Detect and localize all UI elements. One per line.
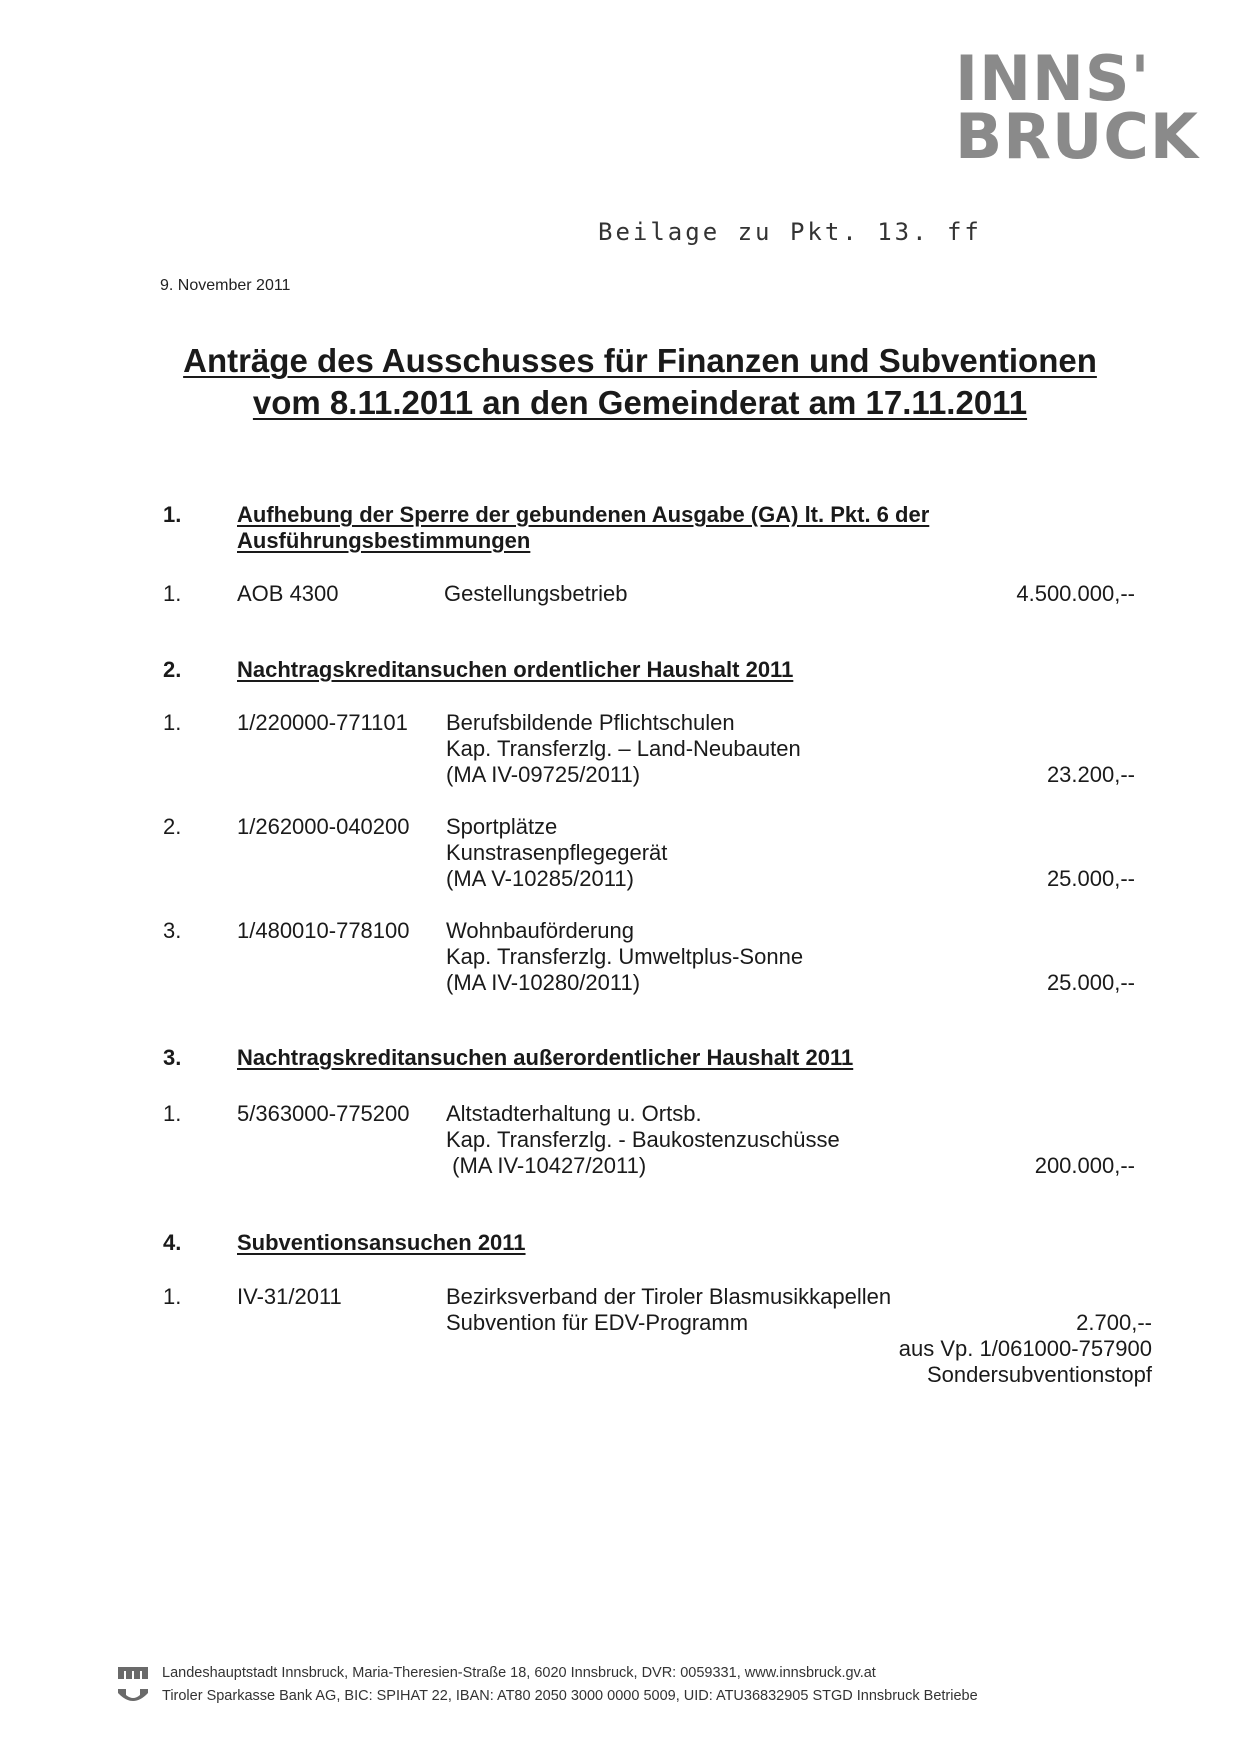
item-account: IV-31/2011 [237, 1284, 342, 1309]
section-1-number: 1. [163, 502, 182, 527]
item-account: AOB 4300 [237, 581, 339, 606]
item-amount: 23.200,-- [1046, 762, 1135, 787]
item-description [446, 814, 667, 892]
section-3-number: 3. [163, 1045, 182, 1070]
budget-source-note [899, 1336, 1152, 1388]
item-description-line: Berufsbildende Pflichtschulen [446, 710, 735, 735]
item-amount: 200.000,-- [1034, 1153, 1135, 1178]
attachment-stamp: Beilage zu Pkt. 13. ff [598, 218, 982, 246]
item-description [446, 1101, 840, 1179]
item-description-line: Kap. Transferzlg. Umweltplus-Sonne [446, 944, 804, 969]
item-number: 1. [163, 1284, 182, 1309]
item-description-line: (MA IV-10280/2011) [446, 970, 641, 995]
section-4-title: Subventionsansuchen 2011 [237, 1230, 526, 1255]
section-4-number: 4. [163, 1230, 182, 1255]
item-number: 1. [163, 581, 182, 606]
note-line: Sondersubventionstopf [926, 1362, 1152, 1387]
item-description-line: Bezirksverband der Tiroler Blasmusikkapellen [446, 1284, 892, 1309]
item-description-line: Subvention für EDV-Programm [446, 1310, 749, 1335]
title-line-1: Anträge des Ausschusses für Finanzen und Subventionen [183, 342, 1097, 379]
section-2-title: Nachtragskreditansuchen ordentlicher Haushalt 2011 [237, 657, 794, 682]
item-description [446, 1284, 891, 1336]
item-description-line: Sportplätze [446, 814, 558, 839]
logo-line-2: BRUCK [955, 100, 1199, 173]
item-amount: 25.000,-- [1046, 970, 1135, 995]
item-description-line: (MA IV-09725/2011) [446, 762, 641, 787]
section-2-number: 2. [163, 657, 182, 682]
item-description-line: Kap. Transferzlg. – Land-Neubauten [446, 736, 801, 761]
logo-line-1: INNS' [955, 42, 1151, 115]
page-title [150, 340, 1130, 424]
footer-bank-details: Tiroler Sparkasse Bank AG, BIC: SPIHAT 22, IBAN: AT80 2050 3000 0000 5009, UID: ATU36832905 STGD Innsbruck Betriebe [162, 1688, 978, 1704]
page-footer [118, 1662, 1148, 1708]
item-description [446, 918, 803, 996]
item-number: 3. [163, 918, 182, 943]
item-number: 1. [163, 1101, 182, 1126]
item-amount: 4.500.000,-- [1016, 581, 1135, 606]
item-amount: 2.700,-- [1076, 1310, 1152, 1335]
item-account: 1/262000-040200 [237, 814, 410, 839]
item-number: 1. [163, 710, 182, 735]
item-description-line: Gestellungsbetrieb [444, 581, 628, 606]
item-description [444, 581, 627, 607]
item-account: 1/480010-778100 [237, 918, 410, 943]
footer-address: Landeshauptstadt Innsbruck, Maria-Theresien-Straße 18, 6020 Innsbruck, DVR: 0059331, www.innsbruck.gv.at [162, 1665, 876, 1681]
item-description-line: (MA V-10285/2011) [446, 866, 634, 891]
note-line: aus Vp. 1/061000-757900 [898, 1336, 1152, 1361]
item-description-line: Altstadterhaltung u. Ortsb. [446, 1101, 702, 1126]
item-description [446, 710, 801, 788]
item-description-line: Wohnbauförderung [446, 918, 634, 943]
item-amount: 25.000,-- [1046, 866, 1135, 891]
item-description-line: Kap. Transferzlg. - Baukostenzuschüsse [446, 1127, 840, 1152]
item-account: 1/220000-771101 [237, 710, 408, 735]
section-3-title: Nachtragskreditansuchen außerordentlicher Haushalt 2011 [237, 1045, 854, 1070]
title-line-2: vom 8.11.2011 an den Gemeinderat am 17.11.2011 [252, 384, 1028, 421]
item-account: 5/363000-775200 [237, 1101, 410, 1126]
document-date: 9. November 2011 [160, 277, 291, 294]
item-number: 2. [163, 814, 182, 839]
innsbruck-logo [955, 42, 1199, 173]
item-description-line: (MA IV-10427/2011) [446, 1153, 647, 1178]
section-1-title: Aufhebung der Sperre der gebundenen Ausgabe (GA) lt. Pkt. 6 der Ausführungsbestimmungen [237, 502, 930, 553]
item-description-line: Kunstrasenpflegegerät [446, 840, 668, 865]
